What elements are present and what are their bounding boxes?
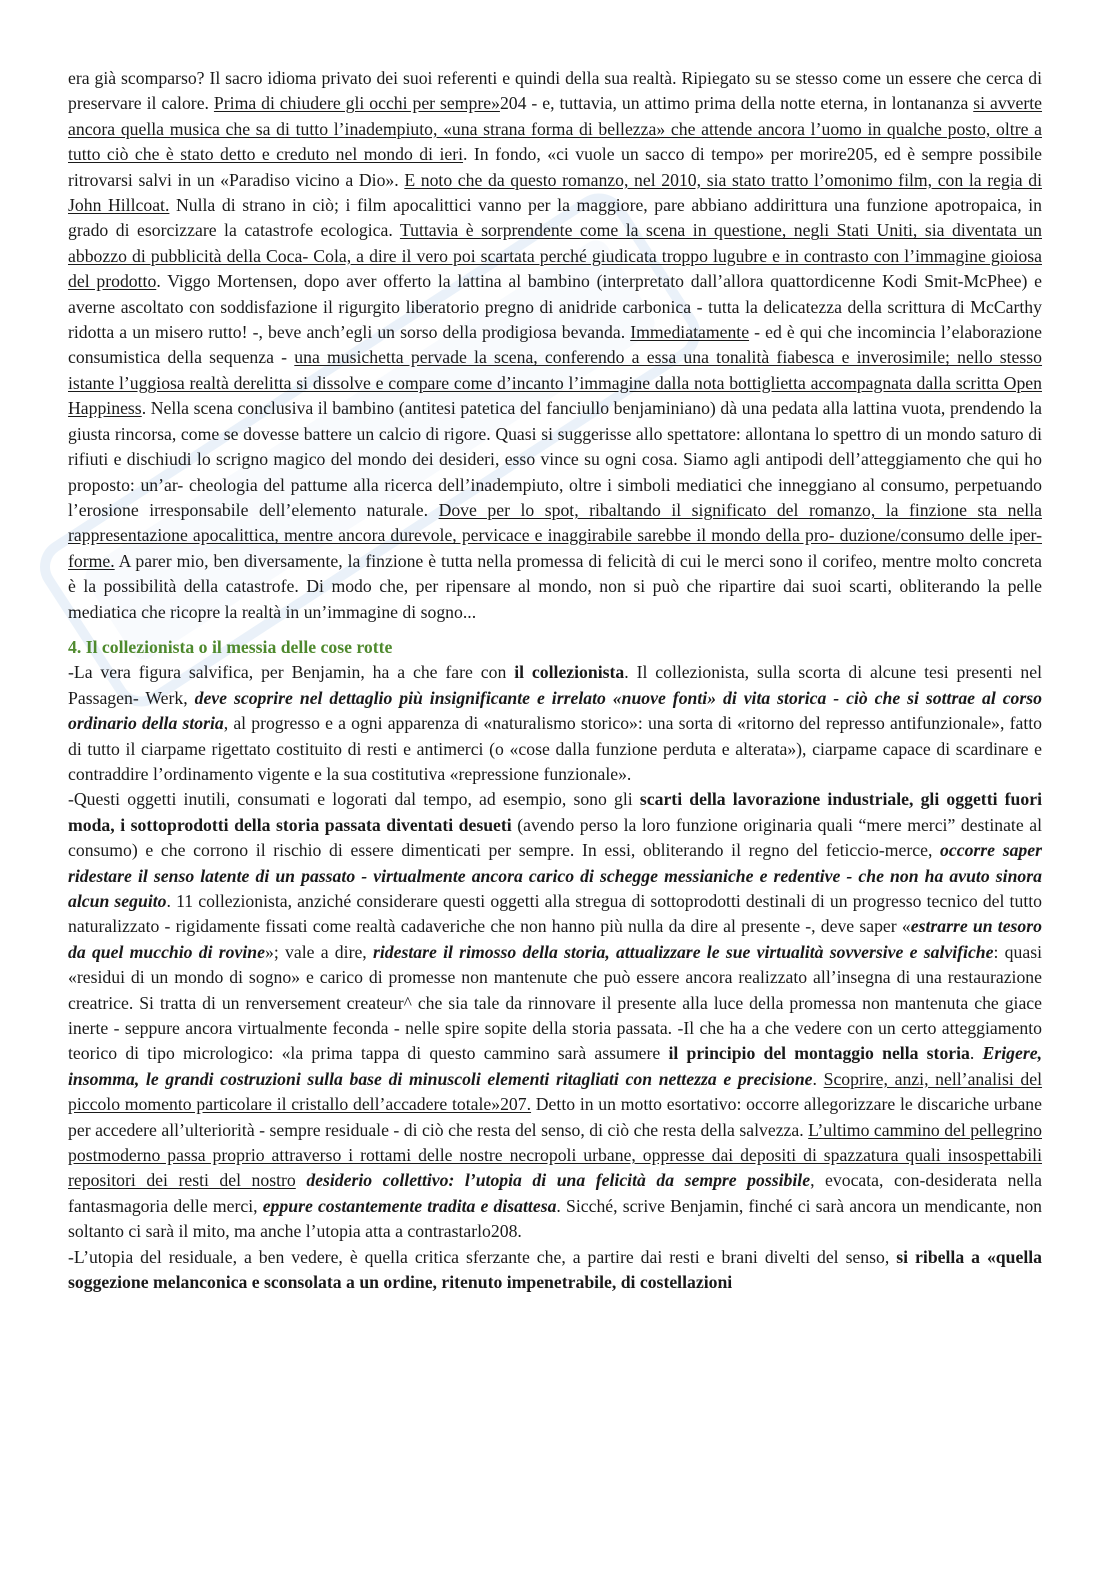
paragraph-2: -La vera figura salvifica, per Benjamin, ha a che fare con il collezionista. Il collezionista, sulla scorta di alcune tesi presenti nel Passagen- Werk, deve scoprire nel dettaglio più insignificante e irrelato «nuove fonti» di vita storica - ciò che si sottrae al corso ordinario della storia, al progresso e a ogni apparenza di «naturalismo storico»: una sorta di «ritorno del represso antifunzionale», fatto di tutto il ciarpame rigettato costituito di resti e antimerci (o «cose dalla funzione perduta e alterata»), ciarpame capace di scardinare e contraddire l’ordinamento vigente e la sua costitutiva «repressione funzionale». [68,662,1043,784]
paragraph-1: era già scomparso? Il sacro idioma privato dei suoi referenti e quindi della sua realtà. Ripiegato su se stesso come un essere che cerca di preservare il calore. Prima di chiudere gli occhi per sempre»204 - e, tuttavia, un attimo prima della notte eterna, in lontananza si avverte ancora quella musica che sa di tutto l’inadempiuto, «una strana forma di bellezza» che attende ancora l’uomo in qualche posto, oltre a tutto ciò che è stato detto e creduto nel mondo di ieri. In fondo, «ci vuole un sacco di tempo» per morire205, ed è sempre possibile ritrovarsi salvi in un «Paradiso vicino a Dio». E noto che da questo romanzo, nel 2010, sia stato tratto l’omonimo film, con la regia di John Hillcoat. Nulla di strano in ciò; i film apocalittici vanno per la maggiore, pare abbiano addirittura una funzione apotropaica, in grado di esorcizzare la catastrofe ecologica. Tuttavia è sorprendente come la scena in questione, negli Stati Uniti, sia diventata un abbozzo di pubblicità della Coca- Cola, a dire il vero poi scartata perché giudicata troppo lugubre e in contrasto con l’immagine gioiosa del prodotto. Viggo Mortensen, dopo aver offerto la lattina al bambino (interpretato dall’allora quattordicenne Kodi Smit-McPhee) e averne ascoltato con soddisfazione il rigurgito liberatorio pregno di anidride carbonica - tutta la delicatezza della scrittura di McCarthy ridotta a un misero rutto! -, beve anch’egli un sorso della prodigiosa bevanda. Immediatamente - ed è qui che incomincia l’elaborazione consumistica della sequenza - una musichetta pervade la scena, conferendo a essa una tonalità fiabesca e inverosimile; nello stesso istante l’uggiosa realtà derelitta si dissolve e compare come d’incanto l’immagine dalla nota bottiglietta accompagnata dalla scritta Open Happiness. Nella scena conclusiva il bambino (antitesi patetica del fanciullo benjaminiano) dà una pedata alla lattina vuota, prendendo la giusta rincorsa, come se dovesse battere un calcio di rigore. Quasi si suggerisse allo spettatore: allontana lo spettro di un mondo saturo di rifiuti e dischiudi lo scrigno magico del mondo dei desideri, esso vince su ogni cosa. Siamo agli antipodi dell’atteggiamento che qui ho proposto: un’ar- cheologia del pattume alla ricerca dell’inadempiuto, oltre i simboli mediatici che inneggiano al consumo, perpetuando l’erosione irresponsabile dell’elemento naturale. Dove per lo spot, ribaltando il significato del romanzo, la finzione sta nella rappresentazione apocalittica, mentre ancora durevole, pervicace e inaggirabile sarebbe il mondo della pro- duzione/consumo delle iper- forme. A parer mio, ben diversamente, la finzione è tutta nella promessa di felicità di cui le merci sono il corifeo, mentre molto concreta è la possibilità della catastrofe. Di modo che, per ripensare al mondo, non si può che ripartire dai suoi scarti, obliterando la pelle mediatica che ricopre la realtà in un’immagine di sogno... [68,68,1043,622]
paragraph-4: -L’utopia del residuale, a ben vedere, è quella critica sferzante che, a partire dai resti e brani divelti del senso, si ribella a «quella soggezione melanconica e sconsolata a un ordine, ritenuto impenetrabile, di costellazioni [68,1246,1043,1293]
paragraph-3: -Questi oggetti inutili, consumati e logorati dal tempo, ad esempio, sono gli scarti della lavorazione industriale, gli oggetti fuori moda, i sottoprodotti della storia passata diventati desueti (avendo perso la loro funzione originaria quali “mere merci” destinate al consumo) e che corrono il rischio di essere dimenticati per sempre. In essi, obliterando il regno del feticcio-merce, occorre saper ridestare il senso latente di un passato - virtualmente ancora carico di schegge messianiche e redentive - che non ha avuto sinora alcun seguito. 11 collezionista, anziché considerare questi oggetti alla stregua di sottoprodotti destinali di un progresso tecnico del tutto naturalizzato - rigidamente fissati come realtà cadaveriche che non hanno più nulla da dire al presente -, deve saper «estrarre un tesoro da quel mucchio di rovine»; vale a dire, ridestare il rimosso della storia, attualizzare le sue virtualità sovversive e salvifiche: quasi «residui di un mondo di sogno» e carico di promesse non mantenute che può essere ancora realizzato all’insegna di una restaurazione creatrice. Si tratta di un renversement createur^ che sia tale da rinnovare il presente alla luce della promessa non mantenuta che giace inerte - seppure ancora virtualmente feconda - nelle spire sopite della storia passata. -Il che ha a che vedere con un certo atteggiamento teorico di tipo micrologico: «la prima tappa di questo cammino sarà assumere il principio del montaggio nella storia. Erigere, insomma, le grandi costruzioni sulla base di minuscoli elementi ritagliati con nettezza e precisione. Scoprire, anzi, nell’analisi del piccolo momento particolare il cristallo dell’accadere totale»207. Detto in un motto esortativo: occorre allegorizzare le discariche urbane per accedere all’ulteriorità - sempre residuale - di ciò che resta del senso, di ciò che resta della salvezza. L’ultimo cammino del pellegrino postmoderno passa proprio attraverso i rottami delle nostre necropoli urbane, oppresse dai depositi di spazzatura quali insospettabili repositori dei resti del nostro desiderio collettivo: l’utopia di una felicità da sempre possibile, evocata, con-desiderata nella fantasmagoria delle merci, eppure costantemente tradita e disattesa. Sicché, scrive Benjamin, finché ci sarà ancora un mendicante, non soltanto ci sarà il mito, ma anche l’utopia atta a contrastarlo208. [68,789,1043,1242]
section-heading: 4. Il collezionista o il messia delle cose rotte [68,636,393,657]
document-page [68,66,1042,1296]
